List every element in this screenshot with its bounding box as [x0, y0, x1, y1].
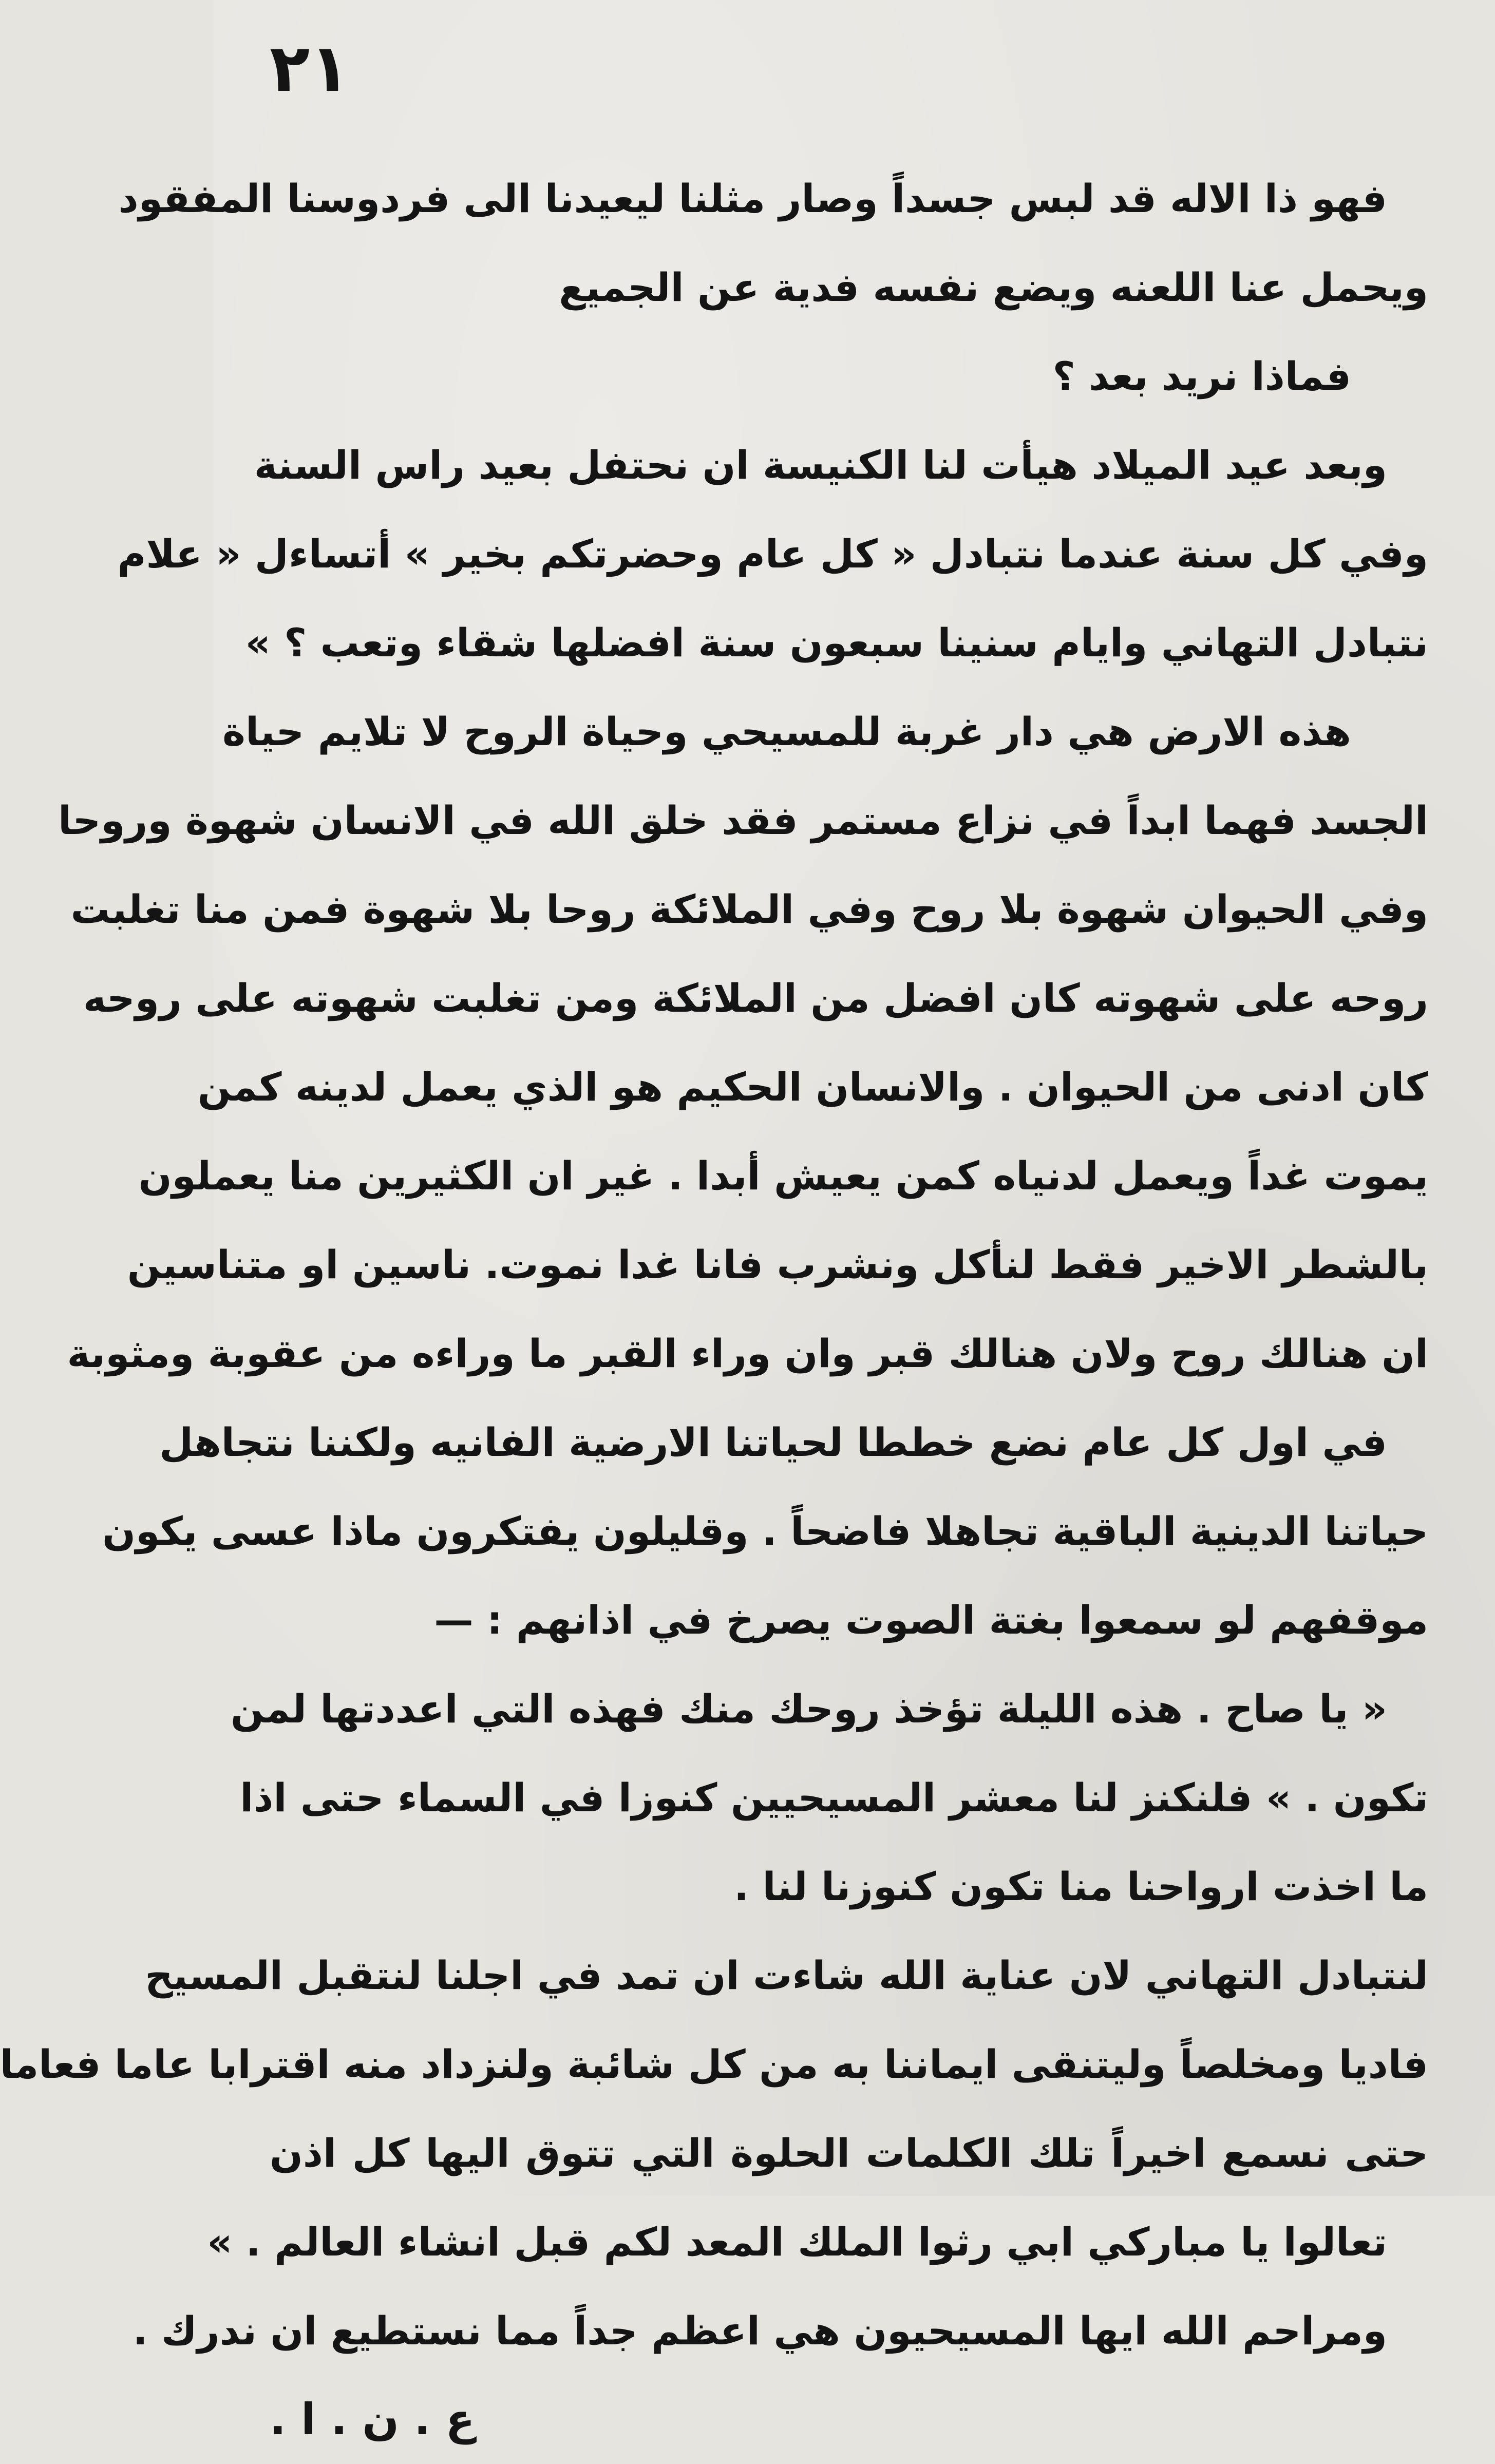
text-line: ما اخذت ارواحنا منا تكون كنوزنا لنا . — [734, 1864, 1428, 1909]
text-line: هذه الارض هي دار غربة للمسيحي وحياة الروح لا تلايم حياة — [222, 709, 1351, 754]
text-line: نتبادل التهاني وايام سنينا سبعون سنة افضلها شقاء وتعب ؟ » — [245, 620, 1428, 666]
text-line: موقفهم لو سمعوا بغتة الصوت يصرخ في اذانهم : — — [434, 1597, 1428, 1643]
text-line: وبعد عيد الميلاد هيأت لنا الكنيسة ان نحتفل بعيد راس السنة — [254, 442, 1387, 488]
text-line: يموت غداً ويعمل لدنياه كمن يعيش أبدا . غير ان الكثيرين منا يعملون — [138, 1153, 1428, 1199]
text-line: بالشطر الاخير فقط لنأكل ونشرب فانا غدا نموت. ناسين او متناسين — [127, 1242, 1428, 1287]
text-line: في اول كل عام نضع خططا لحياتنا الارضية الفانيه ولكننا نتجاهل — [159, 1419, 1387, 1465]
text-line: « يا صاح . هذه الليلة تؤخذ روحك منك فهذه التي اعددتها لمن — [231, 1686, 1387, 1732]
text-line: وفي كل سنة عندما نتبادل « كل عام وحضرتكم بخير » أتساءل « علام — [117, 531, 1428, 577]
author-signature: ع . ن . ا . — [270, 2394, 475, 2444]
text-line: وفي الحيوان شهوة بلا روح وفي الملائكة روحا بلا شهوة فمن منا تغلبت — [70, 886, 1428, 932]
text-line: فاديا ومخلصاً وليتنقى ايماننا به من كل شائبة ولنزداد منه اقترابا عاما فعاما — [0, 2041, 1428, 2087]
text-line: حياتنا الدينية الباقية تجاهلا فاضحاً . وقليلون يفتكرون ماذا عسى يكون — [102, 1508, 1428, 1554]
text-line: لنتبادل التهاني لان عناية الله شاءت ان تمد في اجلنا لنتقبل المسيح — [145, 1953, 1428, 1998]
text-line: فماذا نريد بعد ؟ — [1052, 353, 1351, 399]
text-line: ان هنالك روح ولان هنالك قبر وان وراء القبر ما وراءه من عقوبة ومثوبة — [67, 1331, 1428, 1376]
text-line: تكون . » فلنكنز لنا معشر المسيحيين كنوزا في السماء حتى اذا — [240, 1775, 1428, 1821]
text-line: كان ادنى من الحيوان . والانسان الحكيم هو الذي يعمل لدينه كمن — [197, 1064, 1428, 1110]
text-line: تعالوا يا مباركي ابي رثوا الملك المعد لكم قبل انشاء العالم . » — [207, 2219, 1387, 2265]
text-line: الجسد فهما ابداً في نزاع مستمر فقد خلق الله في الانسان شهوة وروحا — [58, 798, 1428, 843]
text-line: ويحمل عنا اللعنه ويضع نفسه فدية عن الجميع — [559, 264, 1428, 310]
text-line: ومراحم الله ايها المسيحيون هي اعظم جداً مما نستطيع ان ندرك . — [133, 2308, 1387, 2354]
text-line: حتى نسمع اخيراً تلك الكلمات الحلوة التي تتوق اليها كل اذن — [270, 2130, 1428, 2176]
page-number: ٢١ — [270, 30, 350, 107]
text-line: روحه على شهوته كان افضل من الملائكة ومن تغلبت شهوته على روحه — [83, 975, 1428, 1021]
article-body — [0, 154, 1428, 2464]
text-line: فهو ذا الاله قد لبس جسداً وصار مثلنا ليعيدنا الى فردوسنا المفقود — [118, 176, 1387, 221]
